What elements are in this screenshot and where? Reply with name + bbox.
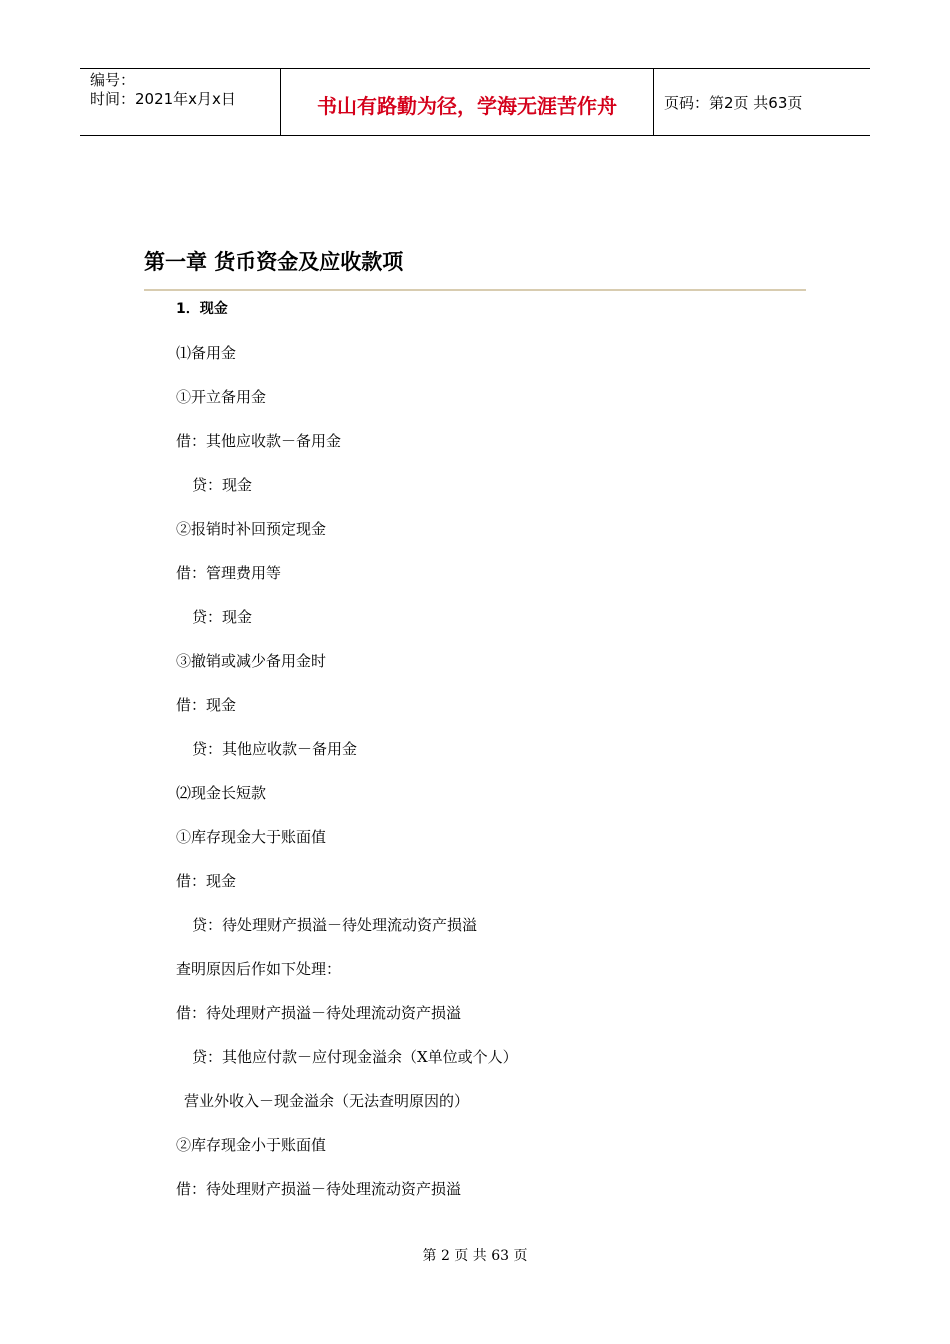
body-line: 借：管理费用等 [176, 564, 282, 582]
page-footer: 第 2 页 共 63 页 [422, 1248, 528, 1264]
body-line: 借：待处理财产损溢－待处理流动资产损溢 [176, 1004, 462, 1022]
body-line: ②报销时补回预定现金 [176, 520, 327, 538]
header-meta-cell [80, 69, 281, 135]
body-line: 贷：其他应付款－应付现金溢余（X单位或个人） [192, 1048, 518, 1066]
chapter-title: 第一章 货币资金及应收款项 [144, 250, 404, 274]
body-line: 借：待处理财产损溢－待处理流动资产损溢 [176, 1180, 462, 1198]
body-line: 借：其他应收款－备用金 [176, 432, 342, 450]
body-line: ②库存现金小于账面值 [176, 1136, 327, 1154]
body-line: 借：现金 [176, 872, 237, 890]
body-line: ①开立备用金 [176, 388, 267, 406]
body-line: 营业外收入－现金溢余（无法查明原因的） [184, 1092, 470, 1110]
section-title: 1．现金 [176, 301, 228, 317]
body-line: 借：现金 [176, 696, 237, 714]
header-motto: 书山有路勤为径，学海无涯苦作舟 [317, 93, 617, 118]
body-line: 贷：待处理财产损溢－待处理流动资产损溢 [192, 916, 478, 934]
chapter-divider [144, 289, 806, 291]
body-line: 贷：其他应收款－备用金 [192, 740, 358, 758]
body-line: 查明原因后作如下处理： [176, 960, 342, 978]
header-motto-cell [281, 69, 654, 135]
body-line: ⑴备用金 [176, 344, 237, 362]
body-line: ⑵现金长短款 [176, 784, 267, 802]
header-page-cell [654, 69, 870, 135]
header-page-info: 页码：第2页 共63页 [664, 93, 803, 112]
body-line: 贷：现金 [192, 608, 253, 626]
body-line: 贷：现金 [192, 476, 253, 494]
document-date: 时间：2021年x月x日 [90, 90, 236, 108]
body-line: ①库存现金大于账面值 [176, 828, 327, 846]
body-line: ③撤销或减少备用金时 [176, 652, 327, 670]
document-number-label: 编号： [90, 71, 136, 89]
document-header [80, 68, 870, 136]
